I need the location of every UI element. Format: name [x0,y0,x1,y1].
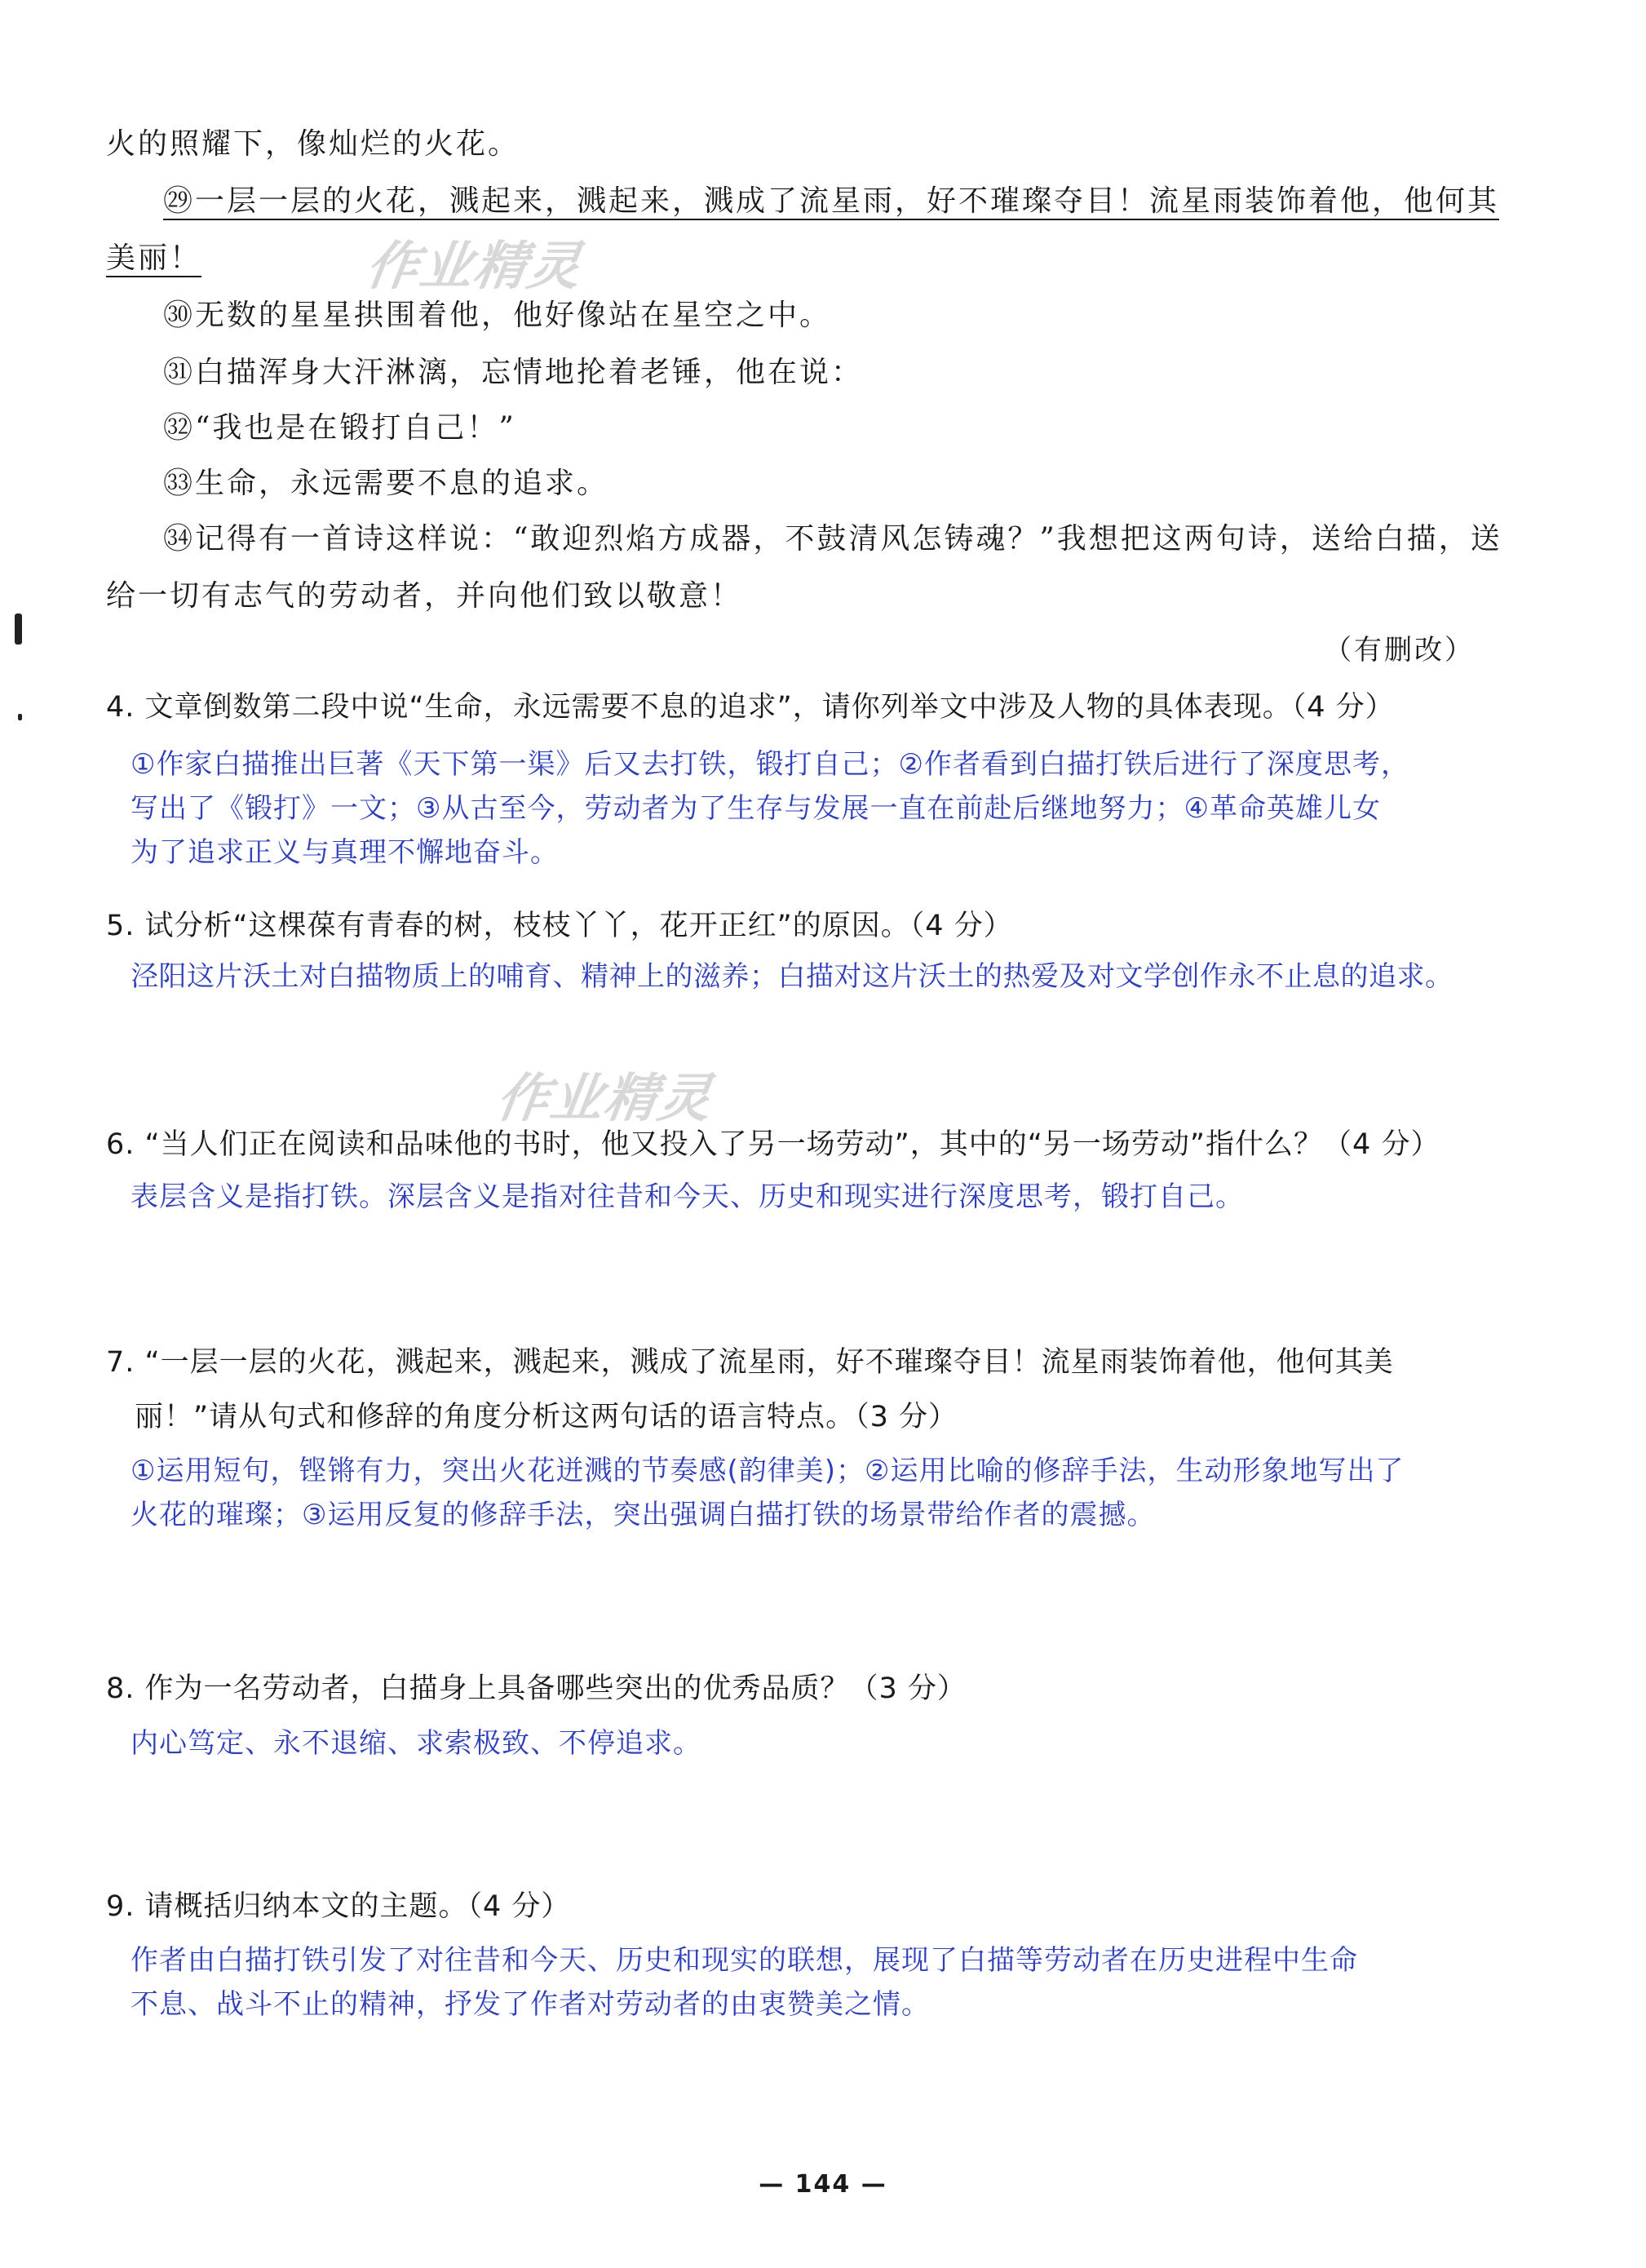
page-number: — 144 — [759,2170,887,2199]
answer-4-line-2: 写出了《锻打》一文；③从古至今，劳动者为了生存与发展一直在前赴后继地努力；④革命英雄儿女 [131,792,1381,825]
question-4: 4. 文章倒数第二段中说“生命，永远需要不息的追求”，请你列举文中涉及人物的具体表现。（4 分） [106,691,1395,724]
passage-paragraph-29: ㉙一层一层的火花，溅起来，溅起来，溅成了流星雨，好不璀璨夺目！流星雨装饰着他，他何其 [163,184,1500,218]
passage-paragraph-31: ㉛白描浑身大汗淋漓，忘情地抡着老锤，他在说： [163,356,864,389]
answer-4-line-3: 为了追求正义与真理不懈地奋斗。 [131,836,559,869]
question-5: 5. 试分析“这棵葆有青春的树，枝枝丫丫，花开正红”的原因。（4 分） [106,910,1013,942]
answer-9-line-1: 作者由白描打铁引发了对往昔和今天、历史和现实的联想，展现了白描等劳动者在历史进程中生命 [131,1944,1358,1977]
question-9: 9. 请概括归纳本文的主题。（4 分） [106,1890,571,1923]
passage-paragraph-34: ㉞记得有一首诗这样说：“敢迎烈焰方成器，不鼓清风怎铸魂？”我想把这两句诗，送给白描，送 [163,522,1502,556]
watermark-logo: 作业精灵 [492,1069,717,1129]
answer-7-line-2: 火花的璀璨；③运用反复的修辞手法，突出强调白描打铁的场景带给作者的震撼。 [131,1499,1156,1531]
answer-6-line-1: 表层含义是指打铁。深层含义是指对往昔和今天、历史和现实进行深度思考，锻打自己。 [131,1181,1244,1213]
answer-7-line-1: ①运用短句，铿锵有力，突出火花迸溅的节奏感(韵律美)；②运用比喻的修辞手法，生动形象地写出了 [131,1455,1405,1487]
passage-paragraph-29-cont: 美丽！ [106,241,202,275]
answer-8-line-1: 内心笃定、永不退缩、求索极致、不停追求。 [131,1727,701,1760]
question-7: 7. “一层一层的火花，溅起来，溅起来，溅成了流星雨，好不璀璨夺目！流星雨装饰着他，他何其美 [106,1346,1394,1379]
scan-mark [15,614,22,645]
scan-dot [18,714,22,720]
passage-paragraph-28-end: 火的照耀下，像灿烂的火花。 [106,127,520,161]
passage-paragraph-34-cont: 给一切有志气的劳动者，并向他们致以敬意！ [106,579,743,613]
answer-9-line-2: 不息、战斗不止的精神，抒发了作者对劳动者的由衷赞美之情。 [131,1988,930,2021]
answer-4-line-1: ①作家白描推出巨著《天下第一渠》后又去打铁，锻打自己；②作者看到白描打铁后进行了深度思考， [131,748,1409,781]
passage-paragraph-32: ㉜“我也是在锻打自己！” [163,411,516,445]
watermark-logo: 作业精灵 [361,237,586,297]
question-6: 6. “当人们正在阅读和品味他的书时，他又投入了另一场劳动”，其中的“另一场劳动”指什么？（4 分） [106,1128,1440,1161]
answer-5-line-1: 泾阳这片沃土对白描物质上的哺育、精神上的滋养；白描对这片沃土的热爱及对文学创作永不止息的追求。 [131,960,1454,993]
passage-paragraph-33: ㉝生命，永远需要不息的追求。 [163,467,609,500]
question-7-cont: 丽！”请从句式和修辞的角度分析这两句话的语言特点。（3 分） [135,1401,958,1433]
source-note: （有删改） [1324,634,1475,667]
passage-paragraph-30: ㉚无数的星星拱围着他，他好像站在星空之中。 [163,299,832,332]
question-8: 8. 作为一名劳动者，白描身上具备哪些突出的优秀品质？（3 分） [106,1672,967,1705]
